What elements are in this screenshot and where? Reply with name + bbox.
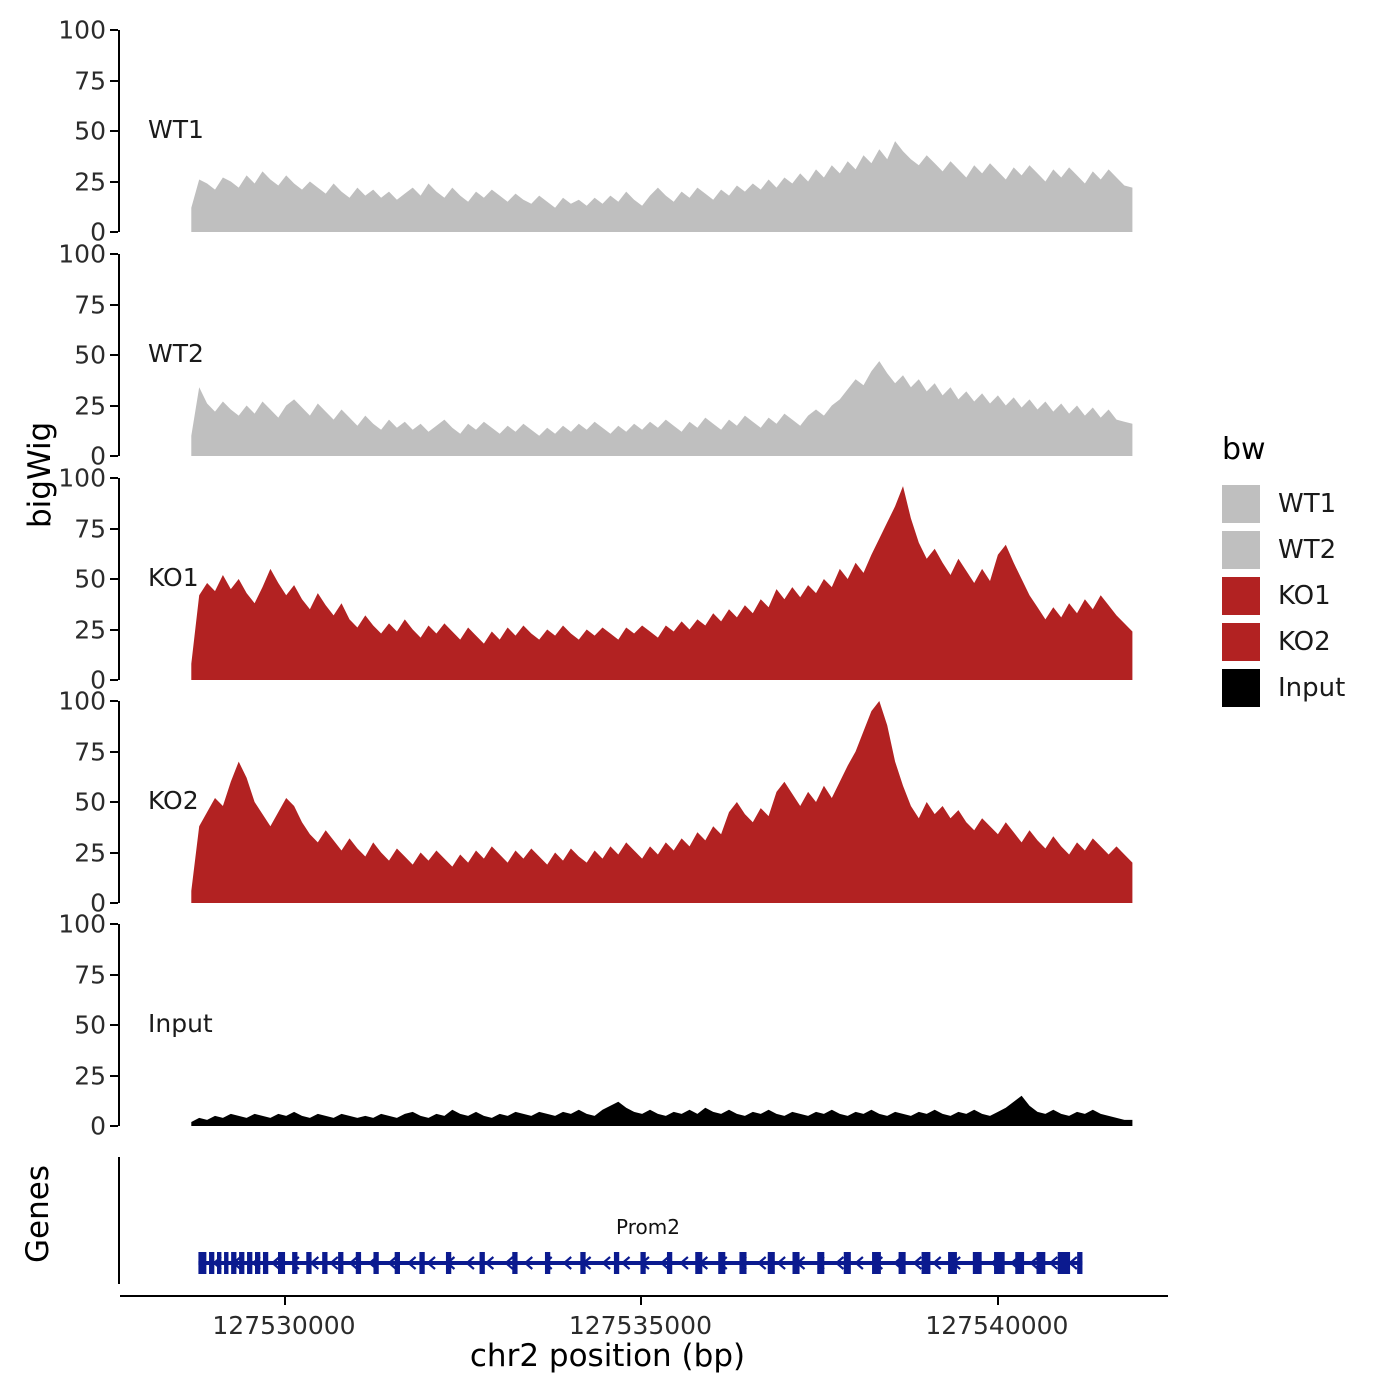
track-panel-ko2 xyxy=(58,686,1168,918)
y-tick-label: 50 xyxy=(74,116,106,146)
y-tick-label: 100 xyxy=(58,686,106,716)
x-tick xyxy=(997,1297,999,1305)
legend-swatch-icon xyxy=(1222,531,1260,569)
track-plot-ko1 xyxy=(120,478,1168,680)
track-plot-wt2 xyxy=(120,254,1168,456)
x-tick-label: 127530000 xyxy=(212,1311,356,1340)
legend-item-wt1[interactable] xyxy=(1222,481,1392,527)
y-tick-label: 100 xyxy=(58,239,106,269)
y-tick-label: 0 xyxy=(90,217,106,247)
legend xyxy=(1222,432,1392,711)
x-tick xyxy=(284,1297,286,1305)
y-tick xyxy=(110,181,118,183)
track-panel-input xyxy=(58,909,1168,1141)
y-tick-label: 100 xyxy=(58,15,106,45)
gene-model-prom2 xyxy=(120,1157,1168,1284)
y-tick xyxy=(110,253,118,255)
y-tick-label: 50 xyxy=(74,787,106,817)
y-tick xyxy=(110,852,118,854)
y-tick-label: 25 xyxy=(74,838,106,867)
legend-swatch-icon xyxy=(1222,485,1260,523)
track-name-wt1: WT1 xyxy=(148,115,204,144)
legend-item-ko2[interactable] xyxy=(1222,619,1392,665)
y-tick xyxy=(110,405,118,407)
y-tick xyxy=(110,1075,118,1077)
track-name-ko1: KO1 xyxy=(148,563,199,592)
legend-items xyxy=(1222,481,1392,711)
y-tick xyxy=(110,801,118,803)
y-tick xyxy=(110,700,118,702)
y-tick xyxy=(110,130,118,132)
y-tick xyxy=(110,629,118,631)
x-tick-label: 127535000 xyxy=(568,1311,712,1340)
y-tick-label: 75 xyxy=(74,514,106,543)
track-name-input: Input xyxy=(148,1009,213,1038)
track-panel-wt2 xyxy=(58,239,1168,471)
track-plot-ko2 xyxy=(120,701,1168,903)
signal-area-input xyxy=(120,924,1168,1126)
track-name-ko2: KO2 xyxy=(148,786,199,815)
legend-swatch-icon xyxy=(1222,623,1260,661)
y-tick-label: 75 xyxy=(74,737,106,766)
track-panel-wt1 xyxy=(58,15,1168,247)
legend-item-input[interactable] xyxy=(1222,665,1392,711)
y-tick xyxy=(110,528,118,530)
y-tick xyxy=(110,80,118,82)
y-tick xyxy=(110,1125,118,1127)
legend-label: KO2 xyxy=(1278,627,1331,657)
y-tick xyxy=(110,231,118,233)
y-tick xyxy=(110,455,118,457)
y-tick xyxy=(110,974,118,976)
y-tick-label: 75 xyxy=(74,290,106,319)
y-tick xyxy=(110,902,118,904)
legend-label: WT2 xyxy=(1278,535,1337,565)
y-tick xyxy=(110,679,118,681)
x-tick-label: 127540000 xyxy=(925,1311,1069,1340)
legend-item-wt2[interactable] xyxy=(1222,527,1392,573)
legend-label: KO1 xyxy=(1278,581,1331,611)
gene-label-prom2: Prom2 xyxy=(616,1215,680,1239)
y-tick-label: 25 xyxy=(74,615,106,644)
y-tick-label: 0 xyxy=(90,441,106,471)
signal-area-ko1 xyxy=(120,478,1168,680)
y-tick xyxy=(110,29,118,31)
signal-area-wt1 xyxy=(120,30,1168,232)
signal-area-ko2 xyxy=(120,701,1168,903)
genes-panel xyxy=(118,1157,1168,1284)
track-plot-input xyxy=(120,924,1168,1126)
y-tick-label: 25 xyxy=(74,391,106,420)
y-tick-label: 25 xyxy=(74,1061,106,1090)
y-tick-label: 100 xyxy=(58,909,106,939)
y-tick xyxy=(110,354,118,356)
track-panel-ko1 xyxy=(58,463,1168,695)
legend-label: Input xyxy=(1278,673,1346,703)
y-tick-label: 50 xyxy=(74,564,106,594)
genes-axis-label: Genes xyxy=(20,1165,56,1263)
y-tick xyxy=(110,578,118,580)
y-tick xyxy=(110,477,118,479)
y-tick-label: 100 xyxy=(58,463,106,493)
legend-title: bw xyxy=(1222,432,1266,467)
legend-label: WT1 xyxy=(1278,489,1337,519)
y-tick xyxy=(110,1024,118,1026)
y-tick xyxy=(110,751,118,753)
legend-item-ko1[interactable] xyxy=(1222,573,1392,619)
y-axis-group-label: bigWig xyxy=(22,421,58,528)
y-tick-label: 75 xyxy=(74,960,106,989)
x-axis-line xyxy=(120,1295,1168,1297)
y-tick xyxy=(110,923,118,925)
y-tick-label: 75 xyxy=(74,66,106,95)
y-tick-label: 0 xyxy=(90,888,106,918)
y-tick xyxy=(110,304,118,306)
x-tick xyxy=(640,1297,642,1305)
y-tick-label: 50 xyxy=(74,340,106,370)
y-tick-label: 25 xyxy=(74,167,106,196)
legend-swatch-icon xyxy=(1222,669,1260,707)
y-tick-label: 0 xyxy=(90,1111,106,1141)
y-tick-label: 50 xyxy=(74,1010,106,1040)
x-axis-label: chr2 position (bp) xyxy=(469,1338,746,1374)
track-plot-wt1 xyxy=(120,30,1168,232)
track-name-wt2: WT2 xyxy=(148,339,204,368)
signal-area-wt2 xyxy=(120,254,1168,456)
legend-swatch-icon xyxy=(1222,577,1260,615)
y-tick-label: 0 xyxy=(90,665,106,695)
